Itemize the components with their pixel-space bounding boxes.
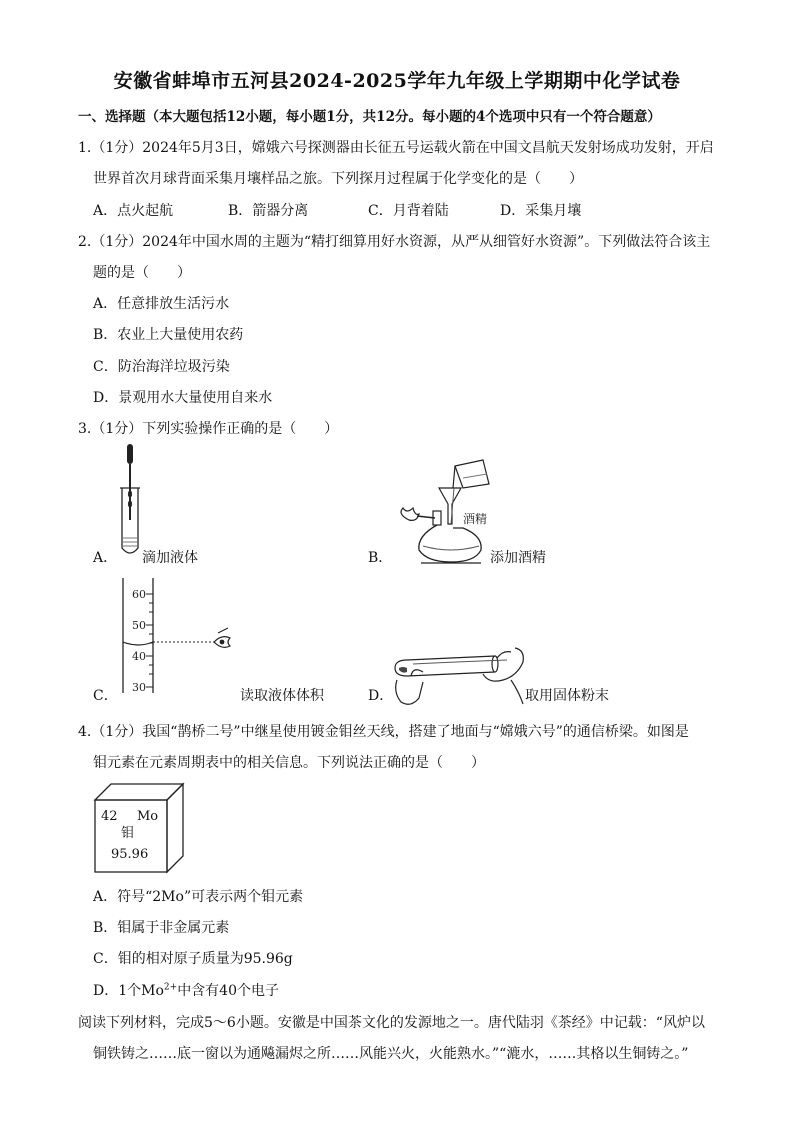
q1-option-a: A．点火起航 xyxy=(93,203,174,219)
q3-option-c-caption: 读取液体体积 xyxy=(240,688,324,704)
q3-option-a-caption: 滴加液体 xyxy=(142,550,198,566)
alcohol-lamp-figure xyxy=(393,458,503,578)
alcohol-label: 酒精 xyxy=(463,512,488,526)
q3-option-c-letter: C． xyxy=(93,688,118,704)
q4-option-a: A．符号“2Mo”可表示两个钼元素 xyxy=(93,889,304,905)
cylinder-tick-50: 50 xyxy=(132,619,146,632)
element-card-molybdenum xyxy=(93,782,185,874)
q3-option-b-letter: B． xyxy=(368,550,393,566)
q1-option-b: B．箭器分离 xyxy=(228,203,309,219)
element-name: 钼 xyxy=(121,826,135,841)
q1-stem-line1: 1.（1分）2024年5月3日，嫦娥六号探测器由长征五号运载火箭在中国文昌航天发射场成功发射，开启 xyxy=(78,140,714,156)
q4-option-d-pre: D．1个Mo xyxy=(93,983,164,999)
q4-option-c: C．钼的相对原子质量为95.96g xyxy=(93,951,293,967)
element-symbol: Mo xyxy=(137,809,159,824)
reading-line2: 铜铁铸之……底一窗以为通飚漏烬之所……风能兴火，火能熟水。”“漉水，……其格以生铜铸之。” xyxy=(93,1046,689,1062)
q2-option-b: B．农业上大量使用农药 xyxy=(93,327,244,343)
q2-option-c: C．防治海洋垃圾污染 xyxy=(93,359,230,375)
q4-stem-line2: 钼元素在元素周期表中的相关信息。下列说法正确的是（ ） xyxy=(93,755,485,771)
element-number: 42 xyxy=(101,809,118,824)
solid-powder-figure xyxy=(393,640,529,710)
q1-option-c: C．月背着陆 xyxy=(368,203,449,219)
q1-stem-line2: 世界首次月球背面采集月壤样品之旅。下列探月过程属于化学变化的是（ ） xyxy=(93,171,583,187)
q2-stem-line2: 题的是（ ） xyxy=(93,265,191,281)
q2-stem-line1: 2.（1分）2024年中国水周的主题为“精打细算用好水资源，从严从细管好水资源”。下列做法符合该主 xyxy=(78,234,711,250)
q4-option-b: B．钼属于非金属元素 xyxy=(93,920,230,936)
q3-option-b-caption: 添加酒精 xyxy=(490,550,546,566)
cylinder-tick-30: 30 xyxy=(132,681,146,694)
cylinder-tick-40: 40 xyxy=(132,650,146,663)
q4-stem-line1: 4.（1分）我国“鹊桥二号”中继星使用镀金钼丝天线，搭建了地面与“嫦娥六号”的通信桥梁。如图是 xyxy=(78,724,689,740)
cylinder-tick-60: 60 xyxy=(132,588,146,601)
q4-option-d-charge: 2+ xyxy=(163,982,178,993)
graduated-cylinder-figure xyxy=(118,578,248,698)
q3-option-a-letter: A． xyxy=(93,550,118,566)
q3-option-d-letter: D． xyxy=(368,688,394,704)
q4-option-d xyxy=(93,980,279,1000)
section-heading: 一、选择题（本大题包括12小题，每小题1分，共12分。每小题的4个选项中只有一个符合题意） xyxy=(78,109,661,125)
q1-option-d: D．采集月壤 xyxy=(500,203,582,219)
q4-option-d-post: 中含有40个电子 xyxy=(177,983,280,999)
reading-line1: 阅读下列材料，完成5～6小题。安徽是中国茶文化的发源地之一。唐代陆羽《茶经》中记载：“风炉以 xyxy=(78,1015,705,1031)
q2-option-d: D．景观用水大量使用自来水 xyxy=(93,390,273,406)
q3-stem: 3.（1分）下列实验操作正确的是（ ） xyxy=(78,421,339,437)
q2-option-a: A．任意排放生活污水 xyxy=(93,296,230,312)
page-title: 安徽省蚌埠市五河县2024-2025学年九年级上学期期中化学试卷 xyxy=(113,70,681,92)
q3-option-d-caption: 取用固体粉末 xyxy=(525,688,609,704)
element-mass: 95.96 xyxy=(111,847,149,862)
dropper-test-tube-figure xyxy=(112,442,152,562)
